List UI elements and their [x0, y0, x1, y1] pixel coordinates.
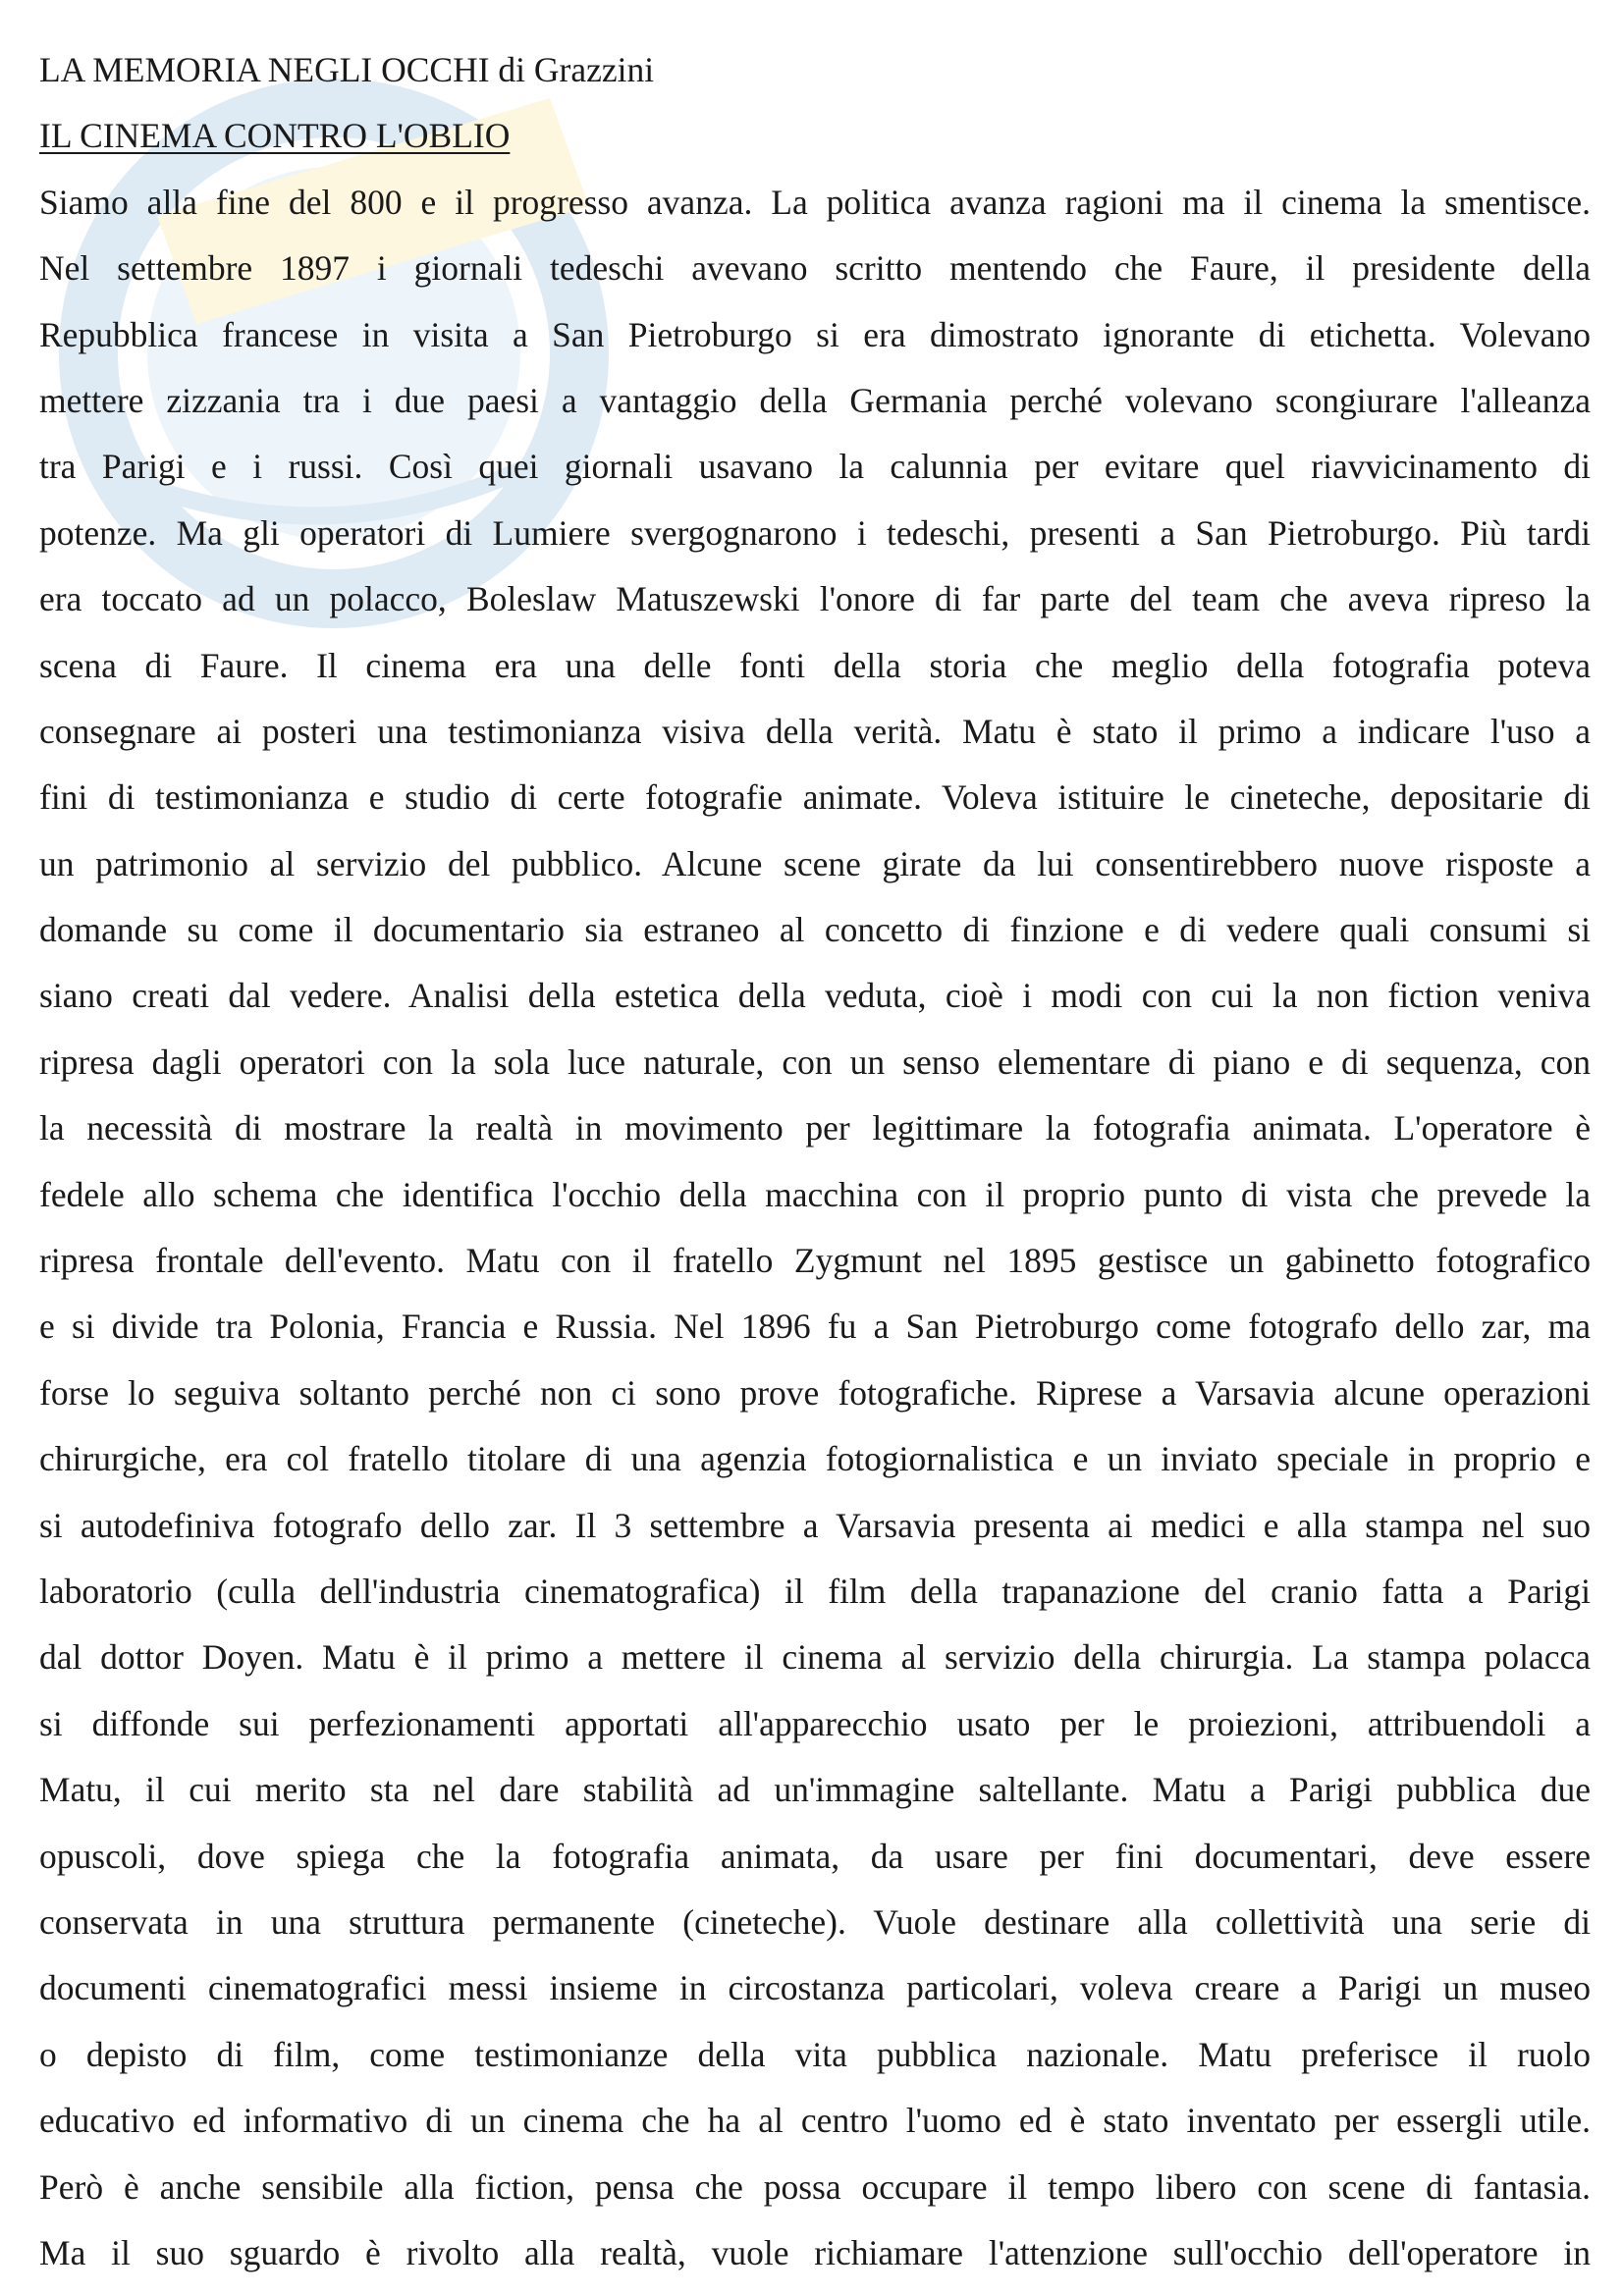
body-line: dal dottor Doyen. Matu è il primo a mettere il cinema al servizio della chirurgia. La stampa polacca	[39, 1637, 1591, 1678]
body-paragraph	[39, 170, 1591, 2287]
body-line: e si divide tra Polonia, Francia e Russia. Nel 1896 fu a San Pietroburgo come fotografo dello zar, ma	[39, 1307, 1591, 1347]
body-line: Matu, il cui merito sta nel dare stabilità ad un'immagine saltellante. Matu a Parigi pubblica due	[39, 1770, 1591, 1810]
body-line: Repubblica francese in visita a San Pietroburgo si era dimostrato ignorante di etichetta. Volevano	[39, 314, 1591, 354]
body-line: si autodefiniva fotografo dello zar. Il 3 settembre a Varsavia presenta ai medici e alla stampa nel suo	[39, 1505, 1591, 1545]
body-line: un patrimonio al servizio del pubblico. Alcune scene girate da lui consentirebbero nuove risposte a	[39, 843, 1591, 883]
body-line: opuscoli, dove spiega che la fotografia animata, da usare per fini documentari, deve essere	[39, 1836, 1591, 1876]
body-line: ripresa frontale dell'evento. Matu con il fratello Zygmunt nel 1895 gestisce un gabinetto fotografico	[39, 1241, 1591, 1281]
document-subtitle: IL CINEMA CONTRO L'OBLIO	[39, 116, 511, 156]
body-line: ripresa dagli operatori con la sola luce naturale, con un senso elementare di piano e di sequenza, con	[39, 1041, 1591, 1082]
body-line: educativo ed informativo di un cinema che ha al centro l'uomo ed è stato inventato per essergli utile.	[39, 2101, 1591, 2141]
body-line: scena di Faure. Il cinema era una delle fonti della storia che meglio della fotografia poteva	[39, 645, 1591, 685]
body-line: forse lo seguiva soltanto perché non ci sono prove fotografiche. Riprese a Varsavia alcune operazioni	[39, 1372, 1591, 1413]
body-line: laboratorio (culla dell'industria cinematografica) il film della trapanazione del cranio fatta a Parigi	[39, 1571, 1591, 1611]
body-line: era toccato ad un polacco, Boleslaw Matuszewski l'onore di far parte del team che aveva ripreso la	[39, 579, 1591, 619]
body-line: Nel settembre 1897 i giornali tedeschi avevano scritto mentendo che Faure, il presidente della	[39, 248, 1591, 289]
body-line: documenti cinematografici messi insieme in circostanza particolari, voleva creare a Parigi un museo	[39, 1968, 1591, 2008]
body-line: fini di testimonianza e studio di certe fotografie animate. Voleva istituire le cineteche, depositarie di	[39, 777, 1591, 818]
body-line: potenze. Ma gli operatori di Lumiere svergognarono i tedeschi, presenti a San Pietroburgo. Più tardi	[39, 512, 1591, 553]
body-line: domande su come il documentario sia estraneo al concetto di finzione e di vedere quali consumi si	[39, 910, 1591, 950]
body-line: tra Parigi e i russi. Così quei giornali usavano la calunnia per evitare quel riavvicinamento di	[39, 447, 1591, 487]
body-line: o depisto di film, come testimonianze della vita pubblica nazionale. Matu preferisce il ruolo	[39, 2034, 1591, 2074]
body-line: mettere zizzania tra i due paesi a vantaggio della Germania perché volevano scongiurare l'alleanza	[39, 380, 1591, 420]
body-line: la necessità di mostrare la realtà in movimento per legittimare la fotografia animata. L'operatore è	[39, 1108, 1591, 1148]
body-line: consegnare ai posteri una testimonianza visiva della verità. Matu è stato il primo a indicare l'uso a	[39, 711, 1591, 751]
body-line: si diffonde sui perfezionamenti apportati all'apparecchio usato per le proiezioni, attribuendoli a	[39, 1703, 1591, 1743]
body-line: siano creati dal vedere. Analisi della estetica della veduta, cioè i modi con cui la non fiction veniva	[39, 976, 1591, 1016]
document-text	[39, 37, 1591, 2286]
document-title: LA MEMORIA NEGLI OCCHI di Grazzini	[39, 50, 655, 89]
body-line: chirurgiche, era col fratello titolare di una agenzia fotogiornalistica e un inviato speciale in proprio e	[39, 1439, 1591, 1479]
body-line: Siamo alla fine del 800 e il progresso avanza. La politica avanza ragioni ma il cinema la smentisce.	[39, 182, 1591, 222]
body-line: fedele allo schema che identifica l'occhio della macchina con il proprio punto di vista che prevede la	[39, 1174, 1591, 1214]
body-line: Però è anche sensibile alla fiction, pensa che possa occupare il tempo libero con scene di fantasia.	[39, 2166, 1591, 2207]
body-line: Ma il suo sguardo è rivolto alla realtà, vuole richiamare l'attenzione sull'occhio dell'operatore in	[39, 2232, 1591, 2272]
body-line: conservata in una struttura permanente (cineteche). Vuole destinare alla collettività una serie di	[39, 1901, 1591, 1942]
